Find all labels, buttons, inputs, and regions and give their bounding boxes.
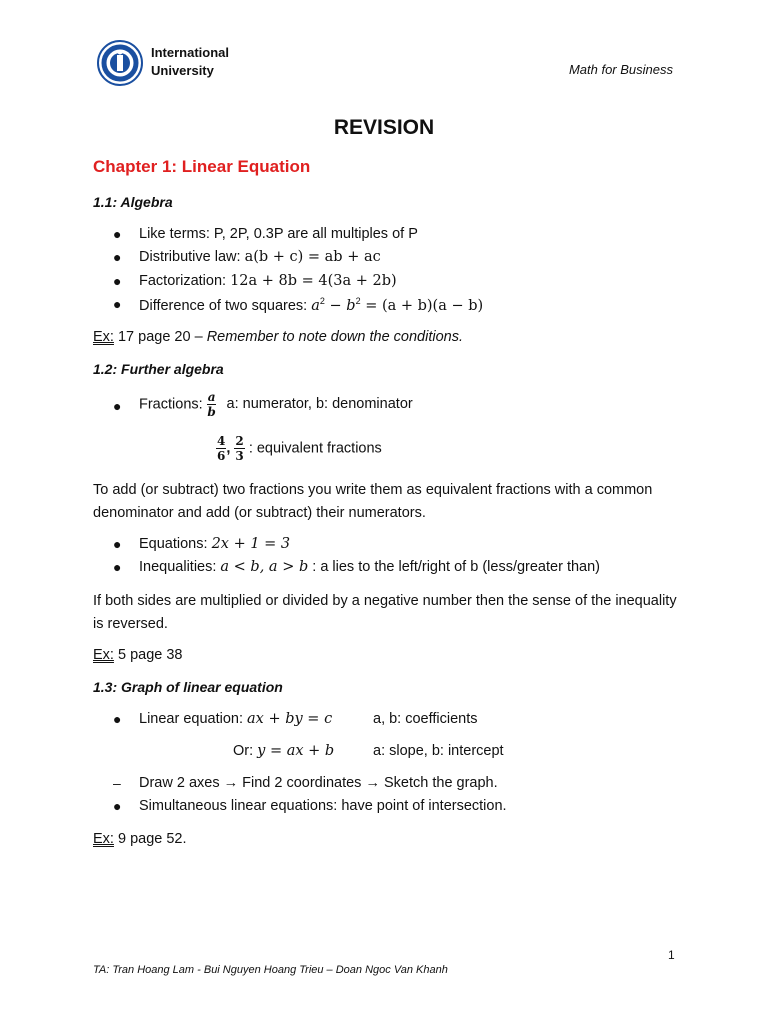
linear-label: Linear equation:: [139, 711, 248, 727]
equivalent-fractions: $\frac{4}{6}$ , $\frac{2}{3}$ : equivalent fractions: [217, 434, 382, 463]
bullet-icon: ●: [113, 226, 122, 242]
dash-icon: –: [113, 775, 121, 791]
ex-text: 5 page 38: [113, 647, 183, 663]
linear-desc: a, b: coefficients: [373, 711, 478, 727]
inequalities-formula: a < b, a > b: [220, 559, 309, 575]
bullet-icon: ●: [113, 273, 122, 289]
bullet-icon: ●: [113, 711, 122, 727]
bullet-icon: ●: [113, 296, 122, 312]
footer-credits: TA: Tran Hoang Lam - Bui Nguyen Hoang Trieu – Doan Ngoc Van Khanh: [93, 964, 448, 976]
ex-label: Ex:: [93, 831, 114, 847]
factorization-formula: 12a + 8b = 4(3a + 2b): [230, 273, 397, 289]
bullet-icon: ●: [113, 559, 122, 575]
like-terms-text: Like terms: P, 2P, 0.3P are all multiples of P: [139, 226, 418, 242]
squares-rest: = (a + b)(a − b): [365, 297, 484, 314]
equations-formula: 2x + 1 = 3: [211, 536, 291, 552]
bullet-icon: ●: [113, 536, 122, 552]
section-1-1-heading: 1.1: Algebra: [93, 194, 173, 210]
inequalities-desc: : a lies to the left/right of b (less/greater than): [308, 559, 600, 575]
university-name: [151, 44, 229, 80]
or-line: [233, 743, 334, 759]
squares-label: Difference of two squares:: [139, 297, 312, 314]
bullet-icon: ●: [113, 798, 122, 814]
distributive-label: Distributive law:: [139, 249, 245, 265]
equivalent-desc: : equivalent fractions: [248, 440, 382, 457]
bullet-equations: [113, 536, 291, 552]
or-formula: y = ax + b: [257, 743, 335, 759]
bullet-simultaneous: [113, 798, 507, 814]
bullet-fractions: [113, 390, 413, 419]
squares-b: b: [346, 297, 356, 314]
exercise-1-2: [93, 647, 183, 663]
university-line2: University: [151, 63, 214, 78]
inequalities-label: Inequalities:: [139, 559, 221, 575]
fractions-label: Fractions:: [139, 396, 203, 413]
section-1-2-heading: 1.2: Further algebra: [93, 361, 224, 377]
or-desc: a: slope, b: intercept: [373, 743, 504, 759]
page-number: 1: [668, 948, 675, 962]
fraction-4-6: $\frac{4}{6}$: [217, 434, 226, 463]
distributive-formula: a(b + c) = ab + ac: [244, 249, 381, 265]
university-logo-icon: [97, 40, 143, 86]
bullet-icon: ●: [113, 398, 122, 414]
ex-label: Ex:: [93, 329, 114, 345]
bullet-distributive-law: [113, 249, 381, 265]
fraction-2-3: $\frac{2}{3}$: [235, 434, 244, 463]
or-label: Or:: [233, 743, 258, 759]
squares-a: a: [311, 297, 320, 314]
linear-formula: ax + by = c: [247, 711, 333, 727]
exercise-1-3: [93, 831, 187, 847]
bullet-factorization: [113, 273, 397, 289]
ex-label: Ex:: [93, 647, 114, 663]
simultaneous-text: Simultaneous linear equations: have point of intersection.: [139, 798, 507, 814]
inequality-paragraph: If both sides are multiplied or divided by a negative number then the sense of the inequality is reversed.: [93, 593, 677, 632]
ex-text: 9 page 52.: [113, 831, 187, 847]
page-title: REVISION: [333, 116, 435, 139]
bullet-linear-equation: [113, 711, 333, 727]
equations-label: Equations:: [139, 536, 212, 552]
fraction-a-over-b: $\frac{a}{b}$: [207, 390, 216, 419]
draw-axes-text: Draw 2 axes → Find 2 coordinates → Sketch the graph.: [139, 775, 498, 791]
university-line1: International: [151, 45, 230, 60]
exercise-1-1: [93, 329, 463, 345]
course-name: Math for Business: [568, 62, 673, 77]
ex-note: Remember to note down the conditions.: [206, 329, 464, 345]
chapter-heading: Chapter 1: Linear Equation: [93, 157, 311, 176]
bullet-icon: ●: [113, 249, 122, 265]
factorization-label: Factorization:: [139, 273, 231, 289]
dash-item-draw-axes: [113, 775, 498, 791]
ex-text: 17 page 20 –: [113, 329, 207, 345]
bullet-like-terms: [113, 226, 418, 242]
section-1-3-heading: 1.3: Graph of linear equation: [93, 679, 283, 695]
bullet-difference-of-squares: ● Difference of two squares: $a^2 - b^2 = (a + b)(a - b)$: [113, 296, 484, 314]
fractions-desc: a: numerator, b: denominator: [226, 396, 413, 413]
fraction-paragraph: To add (or subtract) two fractions you write them as equivalent fractions with a common denominator and add (or subtract) their numerators.: [93, 482, 653, 521]
bullet-inequalities: [113, 559, 600, 575]
